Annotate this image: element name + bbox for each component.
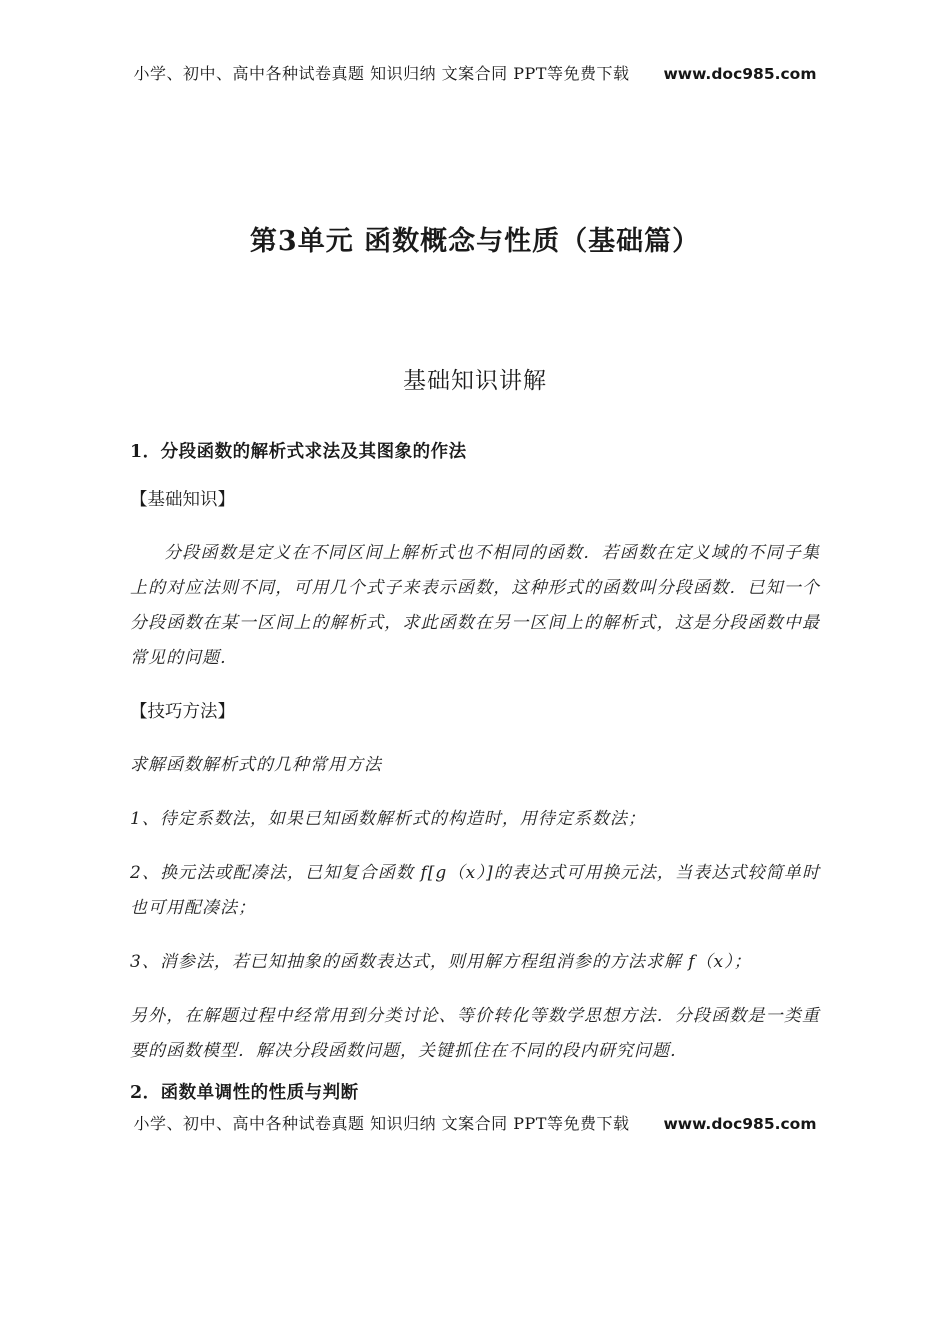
- method-item-3: 3、消参法，若已知抽象的函数表达式，则用解方程组消参的方法求解 f（x）；: [130, 952, 752, 972]
- document-body: [130, 440, 820, 1105]
- technique-intro: 求解函数解析式的几种常用方法: [130, 755, 382, 775]
- method-item-2: 2、换元法或配凑法，已知复合函数 f[g（x）]的表达式可用换元法，当表达式较简单时也可用配凑法；: [130, 863, 820, 918]
- method-item-1: 1、待定系数法，如果已知函数解析式的构造时，用待定系数法；: [130, 809, 646, 829]
- footer-site-url: www.doc985.com: [663, 1115, 817, 1133]
- page-header: [0, 64, 950, 84]
- unit-title: 第3单元 函数概念与性质（基础篇）: [249, 226, 701, 257]
- section-2-heading: 2．函数单调性的性质与判断: [130, 1083, 359, 1103]
- section-1-heading: 1．分段函数的解析式求法及其图象的作法: [130, 442, 467, 462]
- page-footer: [0, 1114, 950, 1134]
- technique-method-label: 【技巧方法】: [130, 702, 235, 722]
- technique-note-paragraph: 另外，在解题过程中经常用到分类讨论、等价转化等数学思想方法．分段函数是一类重要的函数模型．解决分段函数问题，关键抓住在不同的段内研究问题．: [130, 1006, 820, 1061]
- header-site-url: www.doc985.com: [663, 65, 817, 83]
- footer-promo-text: 小学、初中、高中各种试卷真题 知识归纳 文案合同 PPT等免费下载: [133, 1114, 630, 1133]
- header-promo-text: 小学、初中、高中各种试卷真题 知识归纳 文案合同 PPT等免费下载: [133, 64, 630, 83]
- subtitle-basic-knowledge-lecture: 基础知识讲解: [403, 368, 547, 394]
- basic-knowledge-paragraph: 分段函数是定义在不同区间上解析式也不相同的函数．若函数在定义域的不同子集上的对应法则不同，可用几个式子来表示函数，这种形式的函数叫分段函数．已知一个分段函数在某一区间上的解析式，求此函数在另一区间上的解析式，这是分段函数中最常见的问题．: [130, 543, 820, 668]
- basic-knowledge-label: 【基础知识】: [130, 490, 235, 510]
